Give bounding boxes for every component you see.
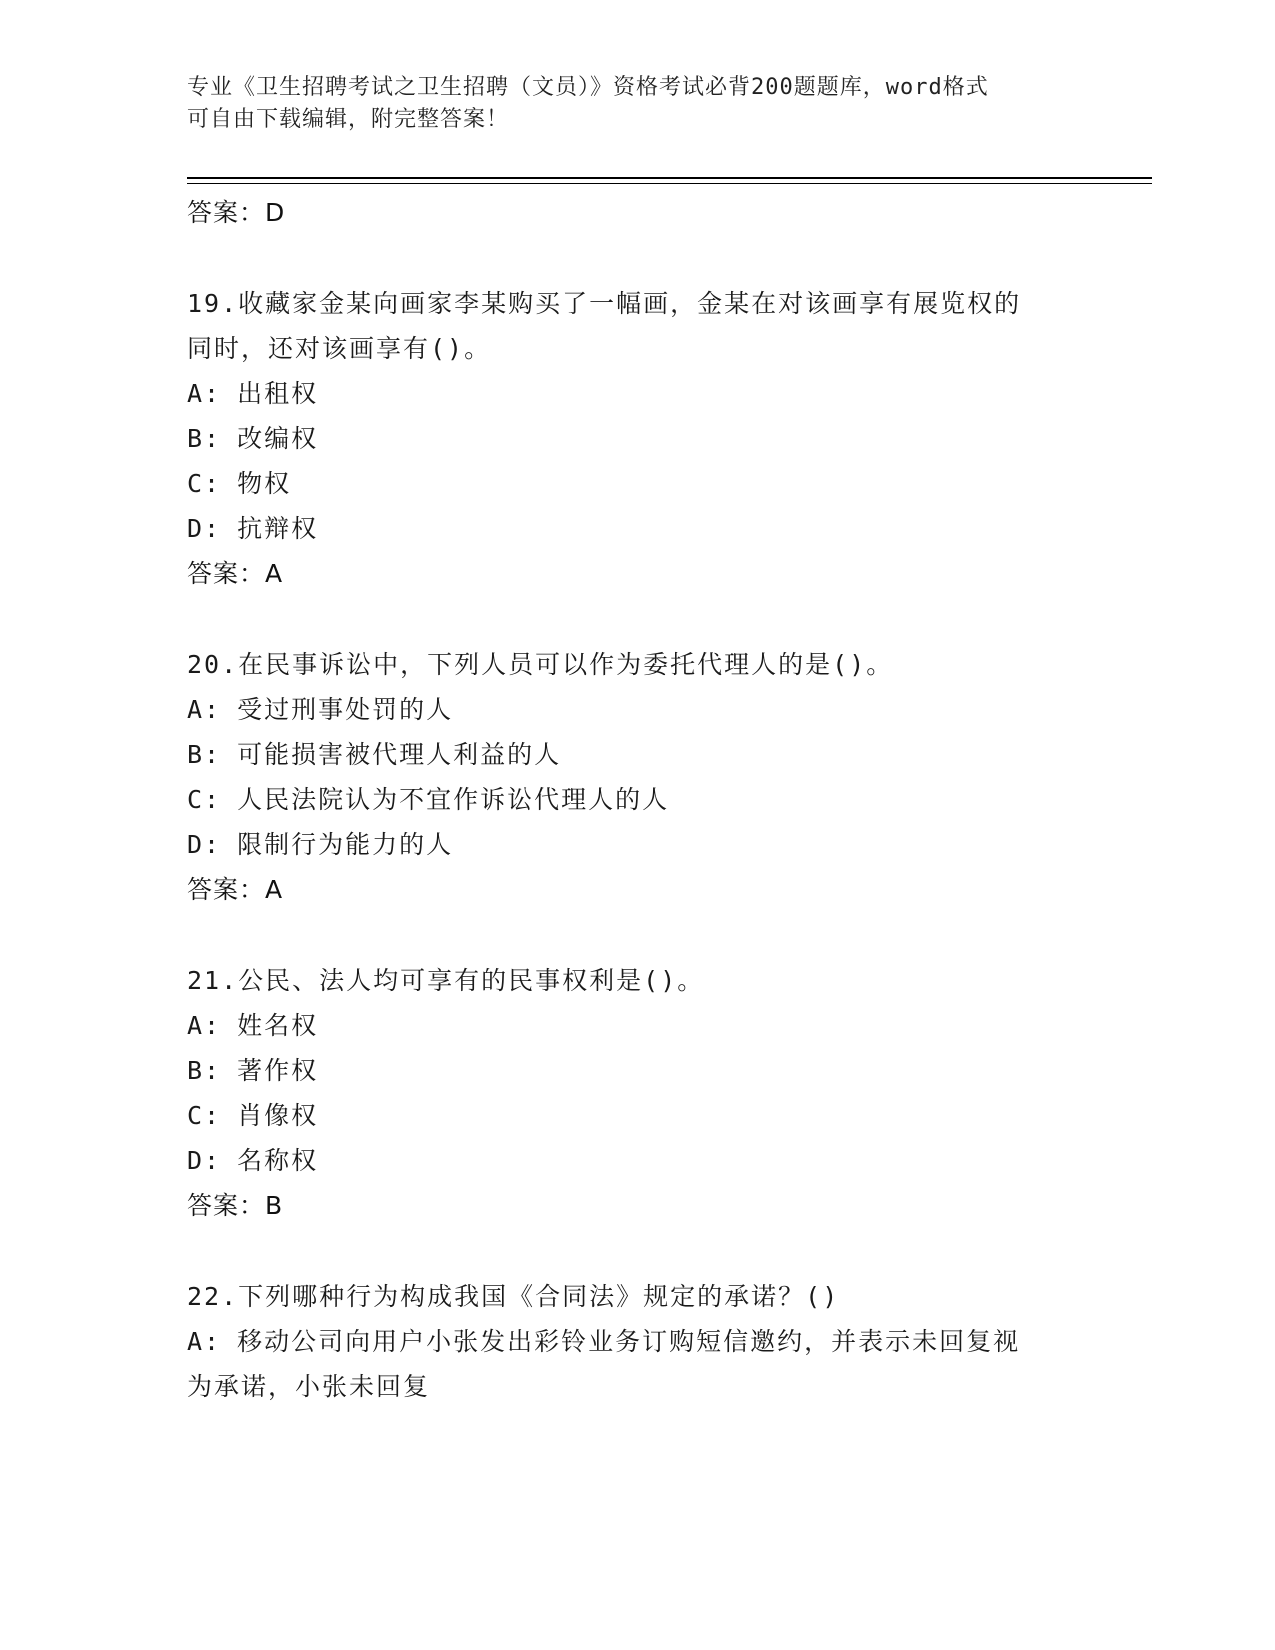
- option-d: [187, 1138, 1087, 1183]
- question-stem: 20.在民事诉讼中，下列人员可以作为委托代理人的是()。: [187, 650, 894, 679]
- option-d: [187, 822, 1087, 867]
- option-text: 肖像权: [237, 1101, 319, 1130]
- spacer: [187, 596, 1087, 642]
- option-key: C:: [187, 1101, 222, 1130]
- option-text: 人民法院认为不宜作诉讼代理人的人: [237, 785, 670, 814]
- option-text: 著作权: [237, 1056, 319, 1085]
- header-divider-thick: [187, 177, 1152, 179]
- option-key: A:: [187, 1327, 222, 1356]
- question-22: [187, 1274, 1087, 1409]
- answer-line: 答案：A: [187, 875, 284, 904]
- document-header: [187, 72, 1067, 136]
- option-text: 名称权: [237, 1146, 319, 1175]
- option-key: D:: [187, 830, 222, 859]
- option-key: C:: [187, 785, 222, 814]
- option-text: 可能损害被代理人利益的人: [237, 740, 562, 769]
- answer-line: 答案：A: [187, 559, 284, 588]
- header-divider-thin: [187, 183, 1152, 184]
- option-text: 改编权: [237, 424, 319, 453]
- header-title-line-1: 专业《卫生招聘考试之卫生招聘（文员）》资格考试必背200题题库，word格式: [187, 75, 989, 100]
- option-key: D:: [187, 514, 222, 543]
- question-21: [187, 958, 1087, 1228]
- option-key: B:: [187, 424, 222, 453]
- question-stem: 21.公民、法人均可享有的民事权利是()。: [187, 966, 705, 995]
- question-stem: 19.收藏家金某向画家李某购买了一幅画，金某在对该画享有展览权的: [187, 289, 1022, 318]
- option-key: A:: [187, 695, 222, 724]
- spacer: [187, 1228, 1087, 1274]
- spacer: [187, 235, 1087, 281]
- option-text: 抗辩权: [237, 514, 319, 543]
- option-key: C:: [187, 469, 222, 498]
- option-c: [187, 461, 1087, 506]
- option-text: 受过刑事处罚的人: [237, 695, 454, 724]
- option-c: [187, 777, 1087, 822]
- header-title-line-2: 可自由下载编辑，附完整答案！: [187, 107, 510, 132]
- option-a-continuation: 为承诺，小张未回复: [187, 1372, 431, 1401]
- option-b: [187, 416, 1087, 461]
- option-key: B:: [187, 740, 222, 769]
- option-text: 移动公司向用户小张发出彩铃业务订购短信邀约，并表示未回复视: [237, 1327, 1021, 1356]
- option-text: 出租权: [237, 379, 319, 408]
- question-20: [187, 642, 1087, 912]
- option-a: [187, 1003, 1087, 1048]
- option-b: [187, 732, 1087, 777]
- question-stem: 22.下列哪种行为构成我国《合同法》规定的承诺？(): [187, 1282, 840, 1311]
- option-text: 姓名权: [237, 1011, 319, 1040]
- option-text: 限制行为能力的人: [237, 830, 454, 859]
- question-list: [187, 190, 1087, 1409]
- option-d: [187, 506, 1087, 551]
- option-key: D:: [187, 1146, 222, 1175]
- option-b: [187, 1048, 1087, 1093]
- option-key: B:: [187, 1056, 222, 1085]
- spacer: [187, 912, 1087, 958]
- option-a: [187, 371, 1087, 416]
- question-19: [187, 281, 1087, 596]
- option-key: A:: [187, 379, 222, 408]
- answer-line: 答案：B: [187, 1191, 284, 1220]
- option-a: [187, 1319, 1087, 1364]
- option-text: 物权: [237, 469, 292, 498]
- option-a: [187, 687, 1087, 732]
- option-key: A:: [187, 1011, 222, 1040]
- option-c: [187, 1093, 1087, 1138]
- previous-answer: 答案：D: [187, 198, 286, 227]
- question-stem: 同时，还对该画享有()。: [187, 334, 492, 363]
